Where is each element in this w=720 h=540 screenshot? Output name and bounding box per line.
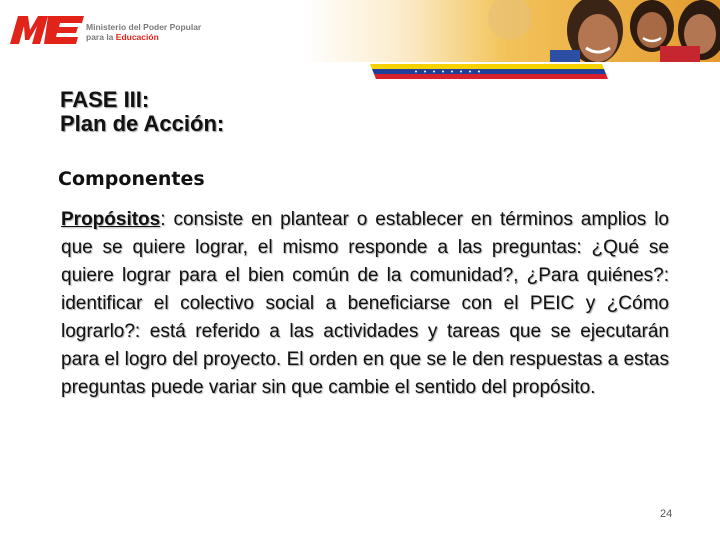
body-paragraph — [61, 206, 669, 402]
ministry-line-2: para la Educación — [86, 31, 159, 42]
ministry-line-1: Ministerio del Poder Popular — [86, 22, 202, 32]
ministry-name — [86, 23, 201, 42]
children-photo — [390, 0, 720, 62]
slide-title — [60, 88, 224, 136]
header-banner — [0, 0, 720, 62]
body-text: : consiste en plantear o establecer en términos amplios lo que se quiere lograr, el mismo responde a las preguntas: ¿Qué se quiere lograr para el bien común de la comunidad?, ¿Para quiénes?: identificar el colectivo social a beneficiarse con el PEIC y ¿Cómo lograrlo?: está referido a las actividades y tareas que se ejecutarán para el logro del proyecto. El orden en que se le den respuestas a estas preguntas puede variar sin que cambie el sentido del propósito. — [61, 209, 669, 398]
venezuela-flag-stripe — [370, 64, 610, 82]
title-line-1: FASE III: — [60, 87, 150, 112]
page-number: 24 — [660, 508, 673, 520]
ministry-logo — [8, 10, 86, 48]
section-heading: Componentes — [58, 168, 205, 190]
term-propositos: Propósitos — [61, 209, 161, 230]
title-line-2: Plan de Acción: — [60, 111, 225, 136]
